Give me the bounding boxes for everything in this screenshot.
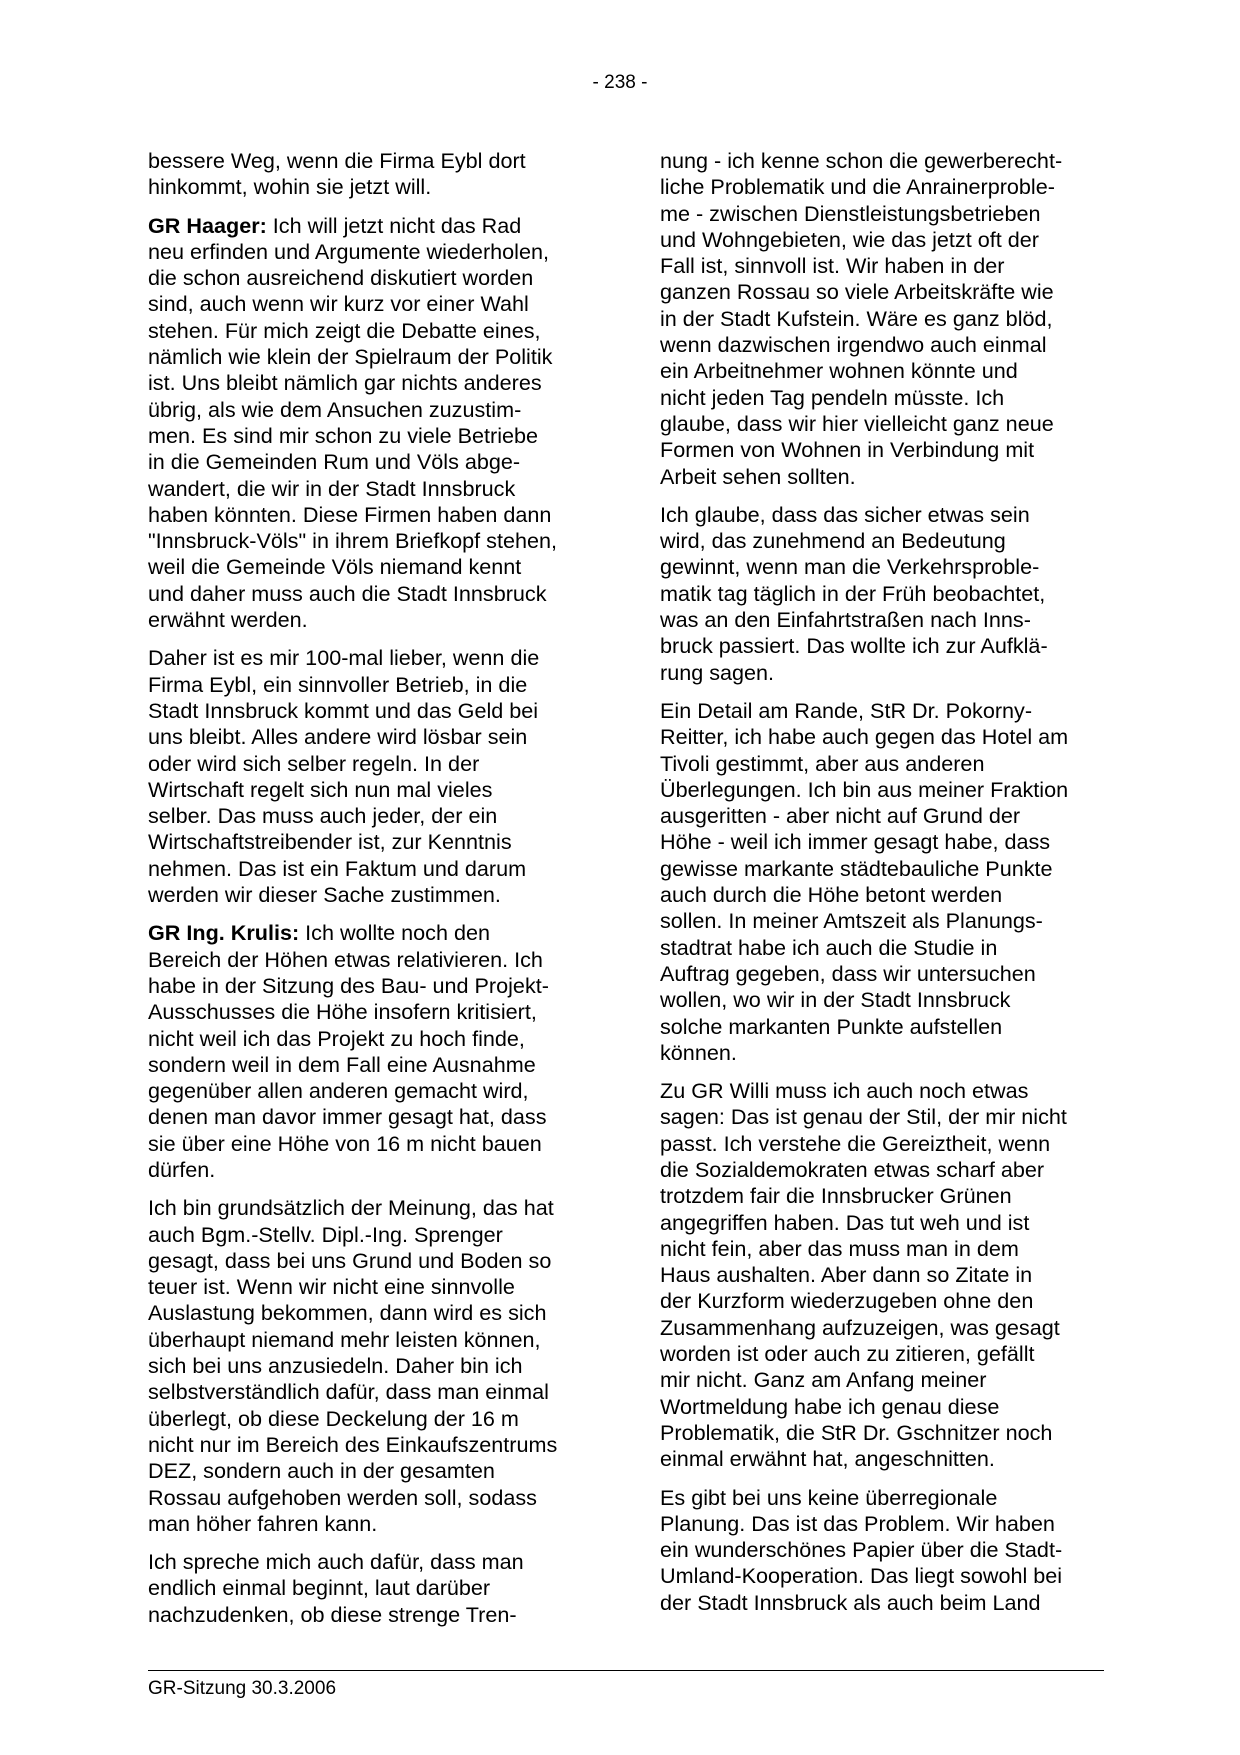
text-line: nicht nur im Bereich des Einkaufszentrums [148, 1431, 558, 1457]
text-line: gegenüber allen anderen gemacht wird, [148, 1078, 529, 1104]
text-line: Rossau aufgehoben werden soll, sodass [148, 1484, 537, 1510]
text-line: Daher ist es mir 100-mal lieber, wenn die [148, 645, 540, 671]
text-line: Ich wollte noch den [299, 920, 491, 946]
text-line: sagen: Das ist genau der Stil, der mir nicht [660, 1104, 1067, 1130]
text-line: Bereich der Höhen etwas relativieren. Ich [148, 946, 543, 972]
paragraph [660, 502, 1100, 686]
speaker-name: GR Haager: [148, 212, 267, 238]
text-line: man höher fahren kann. [148, 1510, 378, 1536]
text-line: wird, das zunehmend an Bedeutung [660, 528, 1006, 554]
paragraph [660, 1485, 1100, 1616]
text-line: wollen, wo wir in der Stadt Innsbruck [660, 987, 1011, 1013]
text-line: stadtrat habe ich auch die Studie in [660, 934, 998, 960]
text-line: Ich bin grundsätzlich der Meinung, das hat [148, 1195, 554, 1221]
paragraph [148, 213, 588, 634]
text-line: gesagt, dass bei uns Grund und Boden so [148, 1247, 552, 1273]
text-line: auch Bgm.-Stellv. Dipl.-Ing. Sprenger [148, 1221, 503, 1247]
text-line: hinkommt, wohin sie jetzt will. [148, 174, 432, 200]
paragraph [660, 148, 1100, 490]
text-line: sondern weil in dem Fall eine Ausnahme [148, 1051, 536, 1077]
text-line: mir nicht. Ganz am Anfang meiner [660, 1367, 987, 1393]
text-line: erwähnt werden. [148, 607, 308, 633]
text-line: me - zwischen Dienstleistungsbetrieben [660, 200, 1041, 226]
text-line: in der Stadt Kufstein. Wäre es ganz blöd, [660, 305, 1053, 331]
text-line: bessere Weg, wenn die Firma Eybl dort [148, 148, 526, 173]
text-line: Überlegungen. Ich bin aus meiner Fraktion [660, 776, 1069, 802]
text-line: ausgeritten - aber nicht auf Grund der [660, 803, 1021, 829]
text-line: Fall ist, sinnvoll ist. Wir haben in der [660, 253, 1005, 279]
text-line: trotzdem fair die Innsbrucker Grünen [660, 1183, 1012, 1209]
text-line: dürfen. [148, 1156, 216, 1182]
text-line: Arbeit sehen sollten. [660, 463, 856, 489]
text-line: Stadt Innsbruck kommt und das Geld bei [148, 697, 539, 723]
text-line: bruck passiert. Das wollte ich zur Aufklä- [660, 633, 1048, 659]
text-line: "Innsbruck-Völs" in ihrem Briefkopf stehen, [148, 528, 557, 554]
text-line: überhaupt niemand mehr leisten können, [148, 1326, 541, 1352]
text-line: sich bei uns anzusiedeln. Daher bin ich [148, 1353, 523, 1379]
text-line: wandert, die wir in der Stadt Innsbruck [148, 475, 516, 501]
text-line: der Stadt Innsbruck als auch beim Land [660, 1589, 1041, 1615]
paragraph [660, 698, 1100, 1066]
text-line: nicht jeden Tag pendeln müsste. Ich [660, 384, 1005, 410]
text-line: Ein Detail am Rande, StR Dr. Pokorny- [660, 697, 1033, 723]
text-line: was an den Einfahrtstraßen nach Inns- [660, 607, 1031, 633]
text-line: men. Es sind mir schon zu viele Betriebe [148, 422, 539, 448]
text-line: und Wohngebieten, wie das jetzt oft der [660, 226, 1039, 252]
text-line: überlegt, ob diese Deckelung der 16 m [148, 1405, 519, 1431]
text-line: oder wird sich selber regeln. In der [148, 750, 480, 776]
text-line: Ich will jetzt nicht das Rad [266, 212, 522, 238]
text-line: einmal erwähnt hat, angeschnitten. [660, 1446, 995, 1472]
text-line: Wirtschaft regelt sich nun mal vieles [148, 776, 493, 802]
text-line: liche Problematik und die Anrainerproble- [660, 174, 1055, 200]
text-line: matik tag täglich in der Früh beobachtet, [660, 580, 1046, 606]
text-line: übrig, als wie dem Ansuchen zuzustim- [148, 396, 522, 422]
text-line: Tivoli gestimmt, aber aus anderen [660, 750, 985, 776]
text-line: ist. Uns bleibt nämlich gar nichts anderes [148, 370, 542, 396]
text-line: auch durch die Höhe betont werden [660, 882, 1003, 908]
paragraph [148, 148, 588, 201]
text-line: Problematik, die StR Dr. Gschnitzer noch [660, 1419, 1053, 1445]
left-column [148, 148, 588, 1640]
text-line: solche markanten Punkte aufstellen [660, 1013, 1003, 1039]
text-line: in die Gemeinden Rum und Völs abge- [148, 449, 521, 475]
text-line: selber. Das muss auch jeder, der ein [148, 803, 498, 829]
text-line: Ich spreche mich auch dafür, dass man [148, 1549, 524, 1575]
text-line: werden wir dieser Sache zustimmen. [148, 882, 501, 908]
text-line: teuer ist. Wenn wir nicht eine sinnvolle [148, 1274, 515, 1300]
text-line: ganzen Rossau so viele Arbeitskräfte wie [660, 279, 1054, 305]
paragraph [148, 1549, 588, 1628]
text-line: ein wunderschönes Papier über die Stadt- [660, 1537, 1063, 1563]
text-line: endlich einmal beginnt, laut darüber [148, 1575, 491, 1601]
text-line: Auslastung bekommen, dann wird es sich [148, 1300, 547, 1326]
text-line: glaube, dass wir hier vielleicht ganz neue [660, 410, 1054, 436]
text-line: sind, auch wenn wir kurz vor einer Wahl [148, 291, 529, 317]
text-line: neu erfinden und Argumente wiederholen, [148, 238, 549, 264]
text-line: Ich glaube, dass das sicher etwas sein [660, 501, 1030, 527]
text-line: sie über eine Höhe von 16 m nicht bauen [148, 1130, 542, 1156]
text-line: gewinnt, wenn man die Verkehrsproble- [660, 554, 1040, 580]
page-number: - 238 - [592, 72, 648, 93]
text-line: und daher muss auch die Stadt Innsbruck [148, 580, 547, 606]
text-line: selbstverständlich dafür, dass man einmal [148, 1379, 549, 1405]
footer-divider [148, 1670, 1104, 1671]
text-line: nung - ich kenne schon die gewerberecht- [660, 148, 1063, 173]
text-line: Firma Eybl, ein sinnvoller Betrieb, in die [148, 671, 528, 697]
paragraph [148, 1195, 588, 1537]
text-line: können. [660, 1039, 737, 1065]
paragraph [660, 1078, 1100, 1472]
text-line: nehmen. Das ist ein Faktum und darum [148, 855, 527, 881]
text-line: nicht fein, aber das muss man in dem [660, 1235, 1019, 1261]
paragraph [148, 920, 588, 1183]
text-line: wenn dazwischen irgendwo auch einmal [660, 332, 1047, 358]
text-line: nämlich wie klein der Spielraum der Politik [148, 344, 553, 370]
text-line: passt. Ich verstehe die Gereiztheit, wenn [660, 1130, 1051, 1156]
text-line: gewisse markante städtebauliche Punkte [660, 855, 1053, 881]
text-line: Planung. Das ist das Problem. Wir haben [660, 1510, 1055, 1536]
footer-session-date: GR-Sitzung 30.3.2006 [148, 1678, 337, 1699]
text-line: der Kurzform wiederzugeben ohne den [660, 1288, 1034, 1314]
text-line: Formen von Wohnen in Verbindung mit [660, 437, 1035, 463]
text-line: Zusammenhang aufzuzeigen, was gesagt [660, 1314, 1060, 1340]
text-line: die Sozialdemokraten etwas scharf aber [660, 1156, 1045, 1182]
text-line: Es gibt bei uns keine überregionale [660, 1484, 998, 1510]
text-line: rung sagen. [660, 659, 775, 685]
text-line: angegriffen haben. Das tut weh und ist [660, 1209, 1030, 1235]
text-line: habe in der Sitzung des Bau- und Projekt- [148, 972, 549, 998]
text-line: Wortmeldung habe ich genau diese [660, 1393, 1000, 1419]
text-line: Zu GR Willi muss ich auch noch etwas [660, 1078, 1029, 1104]
text-line: stehen. Für mich zeigt die Debatte eines, [148, 317, 541, 343]
text-line: haben könnten. Diese Firmen haben dann [148, 501, 552, 527]
text-line: nicht weil ich das Projekt zu hoch finde, [148, 1025, 525, 1051]
text-line: Auftrag gegeben, dass wir untersuchen [660, 960, 1036, 986]
text-line: nachzudenken, ob diese strenge Tren- [148, 1601, 517, 1627]
text-line: Umland-Kooperation. Das liegt sowohl bei [660, 1563, 1063, 1589]
text-line: uns bleibt. Alles andere wird lösbar sein [148, 724, 528, 750]
text-line: Wirtschaftstreibender ist, zur Kenntnis [148, 829, 512, 855]
speaker-name: GR Ing. Krulis: [148, 920, 300, 946]
text-line: ein Arbeitnehmer wohnen könnte und [660, 358, 1018, 384]
text-line: Höhe - weil ich immer gesagt habe, dass [660, 829, 1051, 855]
text-line: sollen. In meiner Amtszeit als Planungs- [660, 908, 1043, 934]
text-line: die schon ausreichend diskutiert worden [148, 265, 534, 291]
paragraph [148, 645, 588, 908]
text-line: Ausschusses die Höhe insofern kritisiert, [148, 999, 537, 1025]
text-line: weil die Gemeinde Völs niemand kennt [148, 554, 522, 580]
right-column [660, 148, 1100, 1628]
text-line: Reitter, ich habe auch gegen das Hotel am [660, 724, 1069, 750]
text-line: Haus aushalten. Aber dann so Zitate in [660, 1262, 1033, 1288]
text-line: worden ist oder auch zu zitieren, gefällt [660, 1341, 1035, 1367]
text-line: DEZ, sondern auch in der gesamten [148, 1458, 495, 1484]
text-line: denen man davor immer gesagt hat, dass [148, 1104, 547, 1130]
